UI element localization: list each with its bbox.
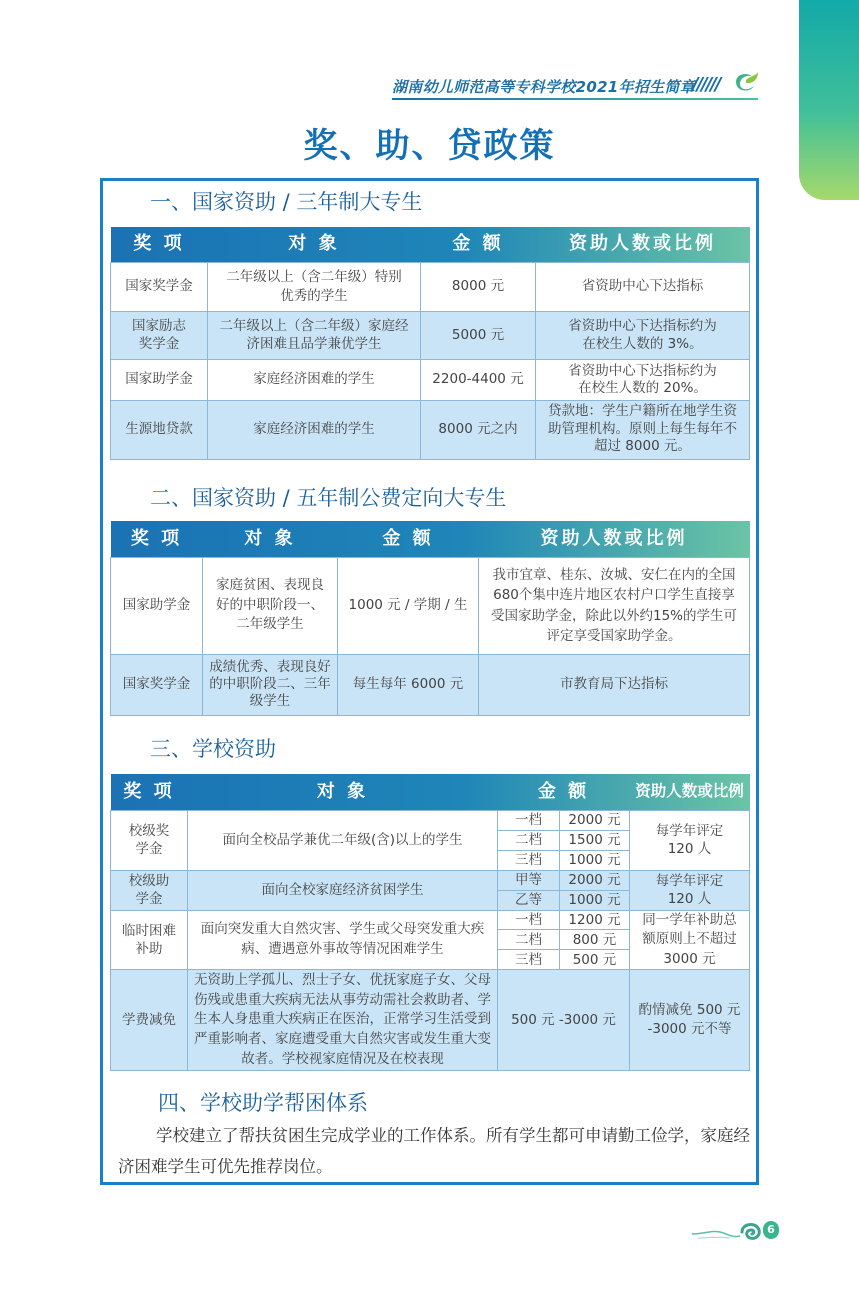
header-slashes-decoration: ////// <box>692 74 720 95</box>
amount-cell: 8000 元 <box>421 262 536 311</box>
target-cell: 家庭贫困、表现良好的中职阶段一、二年级学生 <box>203 557 338 654</box>
tier-level-cell: 一档 <box>498 810 560 830</box>
table-row <box>111 870 750 890</box>
table-row <box>111 810 750 830</box>
tier-level-cell: 甲等 <box>498 870 560 890</box>
section3-table <box>110 774 750 1071</box>
section2-heading: 二、国家资助 / 五年制公费定向大专生 <box>150 486 507 510</box>
amount-cell: 2200-4400 元 <box>421 359 536 400</box>
target-cell: 成绩优秀、表现良好的中职阶段二、三年级学生 <box>203 654 338 715</box>
table-header-row <box>111 227 750 262</box>
target-cell: 面向全校家庭经济贫困学生 <box>188 870 498 910</box>
tier-level-cell: 乙等 <box>498 890 560 910</box>
target-cell: 无资助上学孤儿、烈士子女、优抚家庭子女、父母伤残或患重大疾病无法从事劳动需社会救助者、学生本人身患重大疾病正在医治，正常学习生活受到严重影响者、家庭遭受重大自然灾害或发生重大变故者。学校视家庭情况及在校表现 <box>188 970 498 1071</box>
award-cell: 国家奖学金 <box>111 262 208 311</box>
page-number: 6 <box>763 1221 779 1239</box>
header-cell: 奖 项 <box>123 780 175 802</box>
quota-cell: 省资助中心下达指标约为在校生人数的 3%。 <box>536 311 750 359</box>
award-cell: 国家助学金 <box>111 359 208 400</box>
table-row <box>111 557 750 654</box>
table-row <box>111 359 750 400</box>
target-cell: 面向全校品学兼优二年级(含)以上的学生 <box>188 810 498 870</box>
tier-amount-cell: 1000 元 <box>560 890 630 910</box>
tier-amount-cell: 1200 元 <box>560 910 630 930</box>
award-cell: 国家助学金 <box>111 557 203 654</box>
award-cell: 国家奖学金 <box>111 654 203 715</box>
quota-cell: 我市宜章、桂东、汝城、安仁在内的全国680个集中连片地区农村户口学生直接享受国家助学金，除此以外约15%的学生可评定享受国家助学金。 <box>479 557 750 654</box>
target-cell: 二年级以上（含二年级）特别优秀的学生 <box>208 262 421 311</box>
award-cell: 临时困难补助 <box>111 910 188 970</box>
header-cell: 对 象 <box>244 527 296 549</box>
table-row <box>111 970 750 1071</box>
tier-amount-cell: 2000 元 <box>560 870 630 890</box>
quota-cell: 市教育局下达指标 <box>479 654 750 715</box>
quota-cell: 酌情减免 500 元 -3000 元不等 <box>630 970 750 1071</box>
page-title: 奖、助、贷政策 <box>303 126 556 166</box>
header-cell: 金 额 <box>452 233 504 255</box>
award-cell: 国家励志奖学金 <box>111 311 208 359</box>
amount-cell: 1000 元 / 学期 / 生 <box>338 557 479 654</box>
tier-level-cell: 二档 <box>498 930 560 950</box>
table-row <box>111 262 750 311</box>
section1-heading: 一、国家资助 / 三年制大专生 <box>150 190 423 214</box>
section2-table <box>110 521 750 716</box>
tier-level-cell: 一档 <box>498 910 560 930</box>
table-row <box>111 910 750 930</box>
header-cell: 资助人数或比例 <box>635 782 744 801</box>
corner-tab-decoration <box>799 0 859 200</box>
table-header-row <box>111 521 750 557</box>
table-row <box>111 311 750 359</box>
quota-cell: 省资助中心下达指标约为在校生人数的 20%。 <box>536 359 750 400</box>
amount-cell: 每生每年 6000 元 <box>338 654 479 715</box>
award-cell: 校级助学金 <box>111 870 188 910</box>
table-row <box>111 400 750 459</box>
tier-amount-cell: 500 元 <box>560 950 630 970</box>
quota-cell: 贷款地：学生户籍所在地学生资助管理机构。原则上每生每年不超过 8000 元。 <box>536 400 750 459</box>
amount-cell: 5000 元 <box>421 311 536 359</box>
tier-amount-cell: 1500 元 <box>560 830 630 850</box>
table-row <box>111 654 750 715</box>
header-title: 湖南幼儿师范高等专科学校2021年招生简章 <box>392 78 696 96</box>
header-rule <box>392 98 758 100</box>
table-header-row <box>111 774 750 810</box>
header-cell: 金 额 <box>382 527 434 549</box>
tier-level-cell: 三档 <box>498 850 560 870</box>
target-cell: 家庭经济困难的学生 <box>208 400 421 459</box>
target-cell: 面向突发重大自然灾害、学生或父母突发重大疾病、遭遇意外事故等情况困难学生 <box>188 910 498 970</box>
tier-amount-cell: 2000 元 <box>560 810 630 830</box>
tier-amount-cell: 1000 元 <box>560 850 630 870</box>
award-cell: 学费减免 <box>111 970 188 1071</box>
amount-cell: 8000 元之内 <box>421 400 536 459</box>
tier-level-cell: 三档 <box>498 950 560 970</box>
section3-heading: 三、学校资助 <box>150 737 276 761</box>
award-cell: 生源地贷款 <box>111 400 208 459</box>
quota-cell: 省资助中心下达指标 <box>536 262 750 311</box>
quota-cell: 每学年评定 120 人 <box>630 870 750 910</box>
header-cell: 奖 项 <box>130 527 183 549</box>
quota-cell: 每学年评定 120 人 <box>630 810 750 870</box>
header-cell: 资助人数或比例 <box>569 233 716 255</box>
section4-heading: 四、学校助学帮困体系 <box>158 1091 368 1115</box>
tier-level-cell: 二档 <box>498 830 560 850</box>
assistance-paragraph: 学校建立了帮扶贫困生完成学业的工作体系。所有学生都可申请勤工俭学，家庭经济困难学生可优先推荐岗位。 <box>118 1126 750 1176</box>
tier-amount-cell: 800 元 <box>560 930 630 950</box>
swirl-ornament-icon <box>690 1218 764 1244</box>
target-cell: 二年级以上（含二年级）家庭经济困难且品学兼优学生 <box>208 311 421 359</box>
school-logo-icon <box>732 70 760 94</box>
quota-cell: 同一学年补助总额原则上不超过 3000 元 <box>630 910 750 970</box>
target-cell: 家庭经济困难的学生 <box>208 359 421 400</box>
header-cell: 奖 项 <box>133 233 185 255</box>
section1-table <box>110 227 750 460</box>
header-cell: 对 象 <box>288 233 340 255</box>
header-cell: 金 额 <box>537 780 590 802</box>
amount-cell: 500 元 -3000 元 <box>498 970 630 1071</box>
header-cell: 对 象 <box>316 780 369 802</box>
header-cell: 资助人数或比例 <box>540 527 688 549</box>
award-cell: 校级奖学金 <box>111 810 188 870</box>
